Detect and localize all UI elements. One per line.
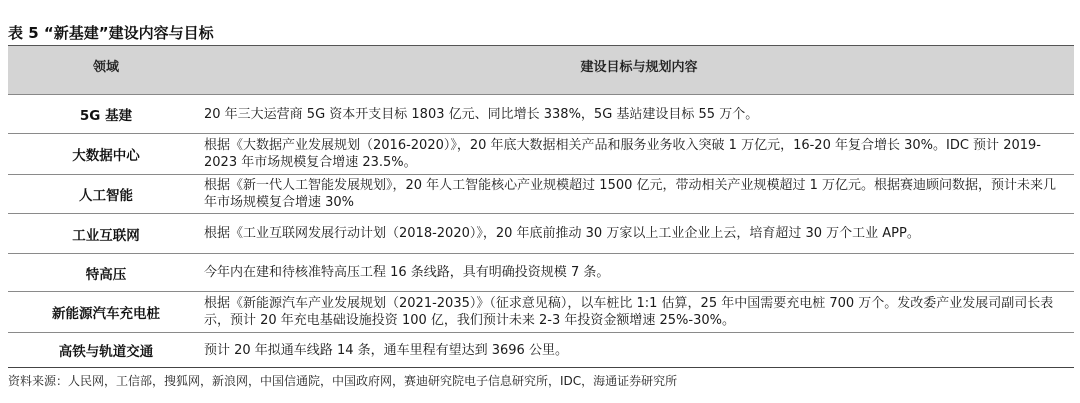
row-field: 人工智能 xyxy=(79,188,133,204)
table-row xyxy=(8,254,1074,292)
header-content: 建设目标与规划内容 xyxy=(580,60,698,75)
table-row xyxy=(8,134,1074,175)
table-title: 表 5 “新基建”建设内容与目标 xyxy=(8,24,214,42)
table-row xyxy=(8,333,1074,368)
table-row xyxy=(8,175,1074,214)
row-content: 今年内在建和待核准特高压工程 16 条线路，具有明确投资规模 7 条。 xyxy=(204,265,610,280)
data-table xyxy=(8,46,1074,368)
row-field: 5G 基建 xyxy=(79,108,133,124)
row-field: 大数据中心 xyxy=(72,148,140,164)
source-note: 资料来源：人民网，工信部，搜狐网，新浪网，中国信通院，中国政府网，赛迪研究院电子信息研究所，IDC，海通证券研究所 xyxy=(8,374,678,388)
row-field: 新能源汽车充电桩 xyxy=(52,306,160,322)
row-field: 工业互联网 xyxy=(72,227,140,244)
row-field: 高铁与轨道交通 xyxy=(58,344,154,360)
row-field: 特高压 xyxy=(85,266,127,283)
table-row xyxy=(8,292,1074,333)
row-content: 预计 20 年拟通车线路 14 条，通车里程有望达到 3696 公里。 xyxy=(204,342,568,358)
row-content: 根据《工业互联网发展行动计划（2018-2020）》，20 年底前推动 30 万家以上工业企业上云，培育超过 30 万个工业 APP。 xyxy=(204,226,920,241)
row-content: 根据《大数据产业发展规划（2016-2020）》，20 年底大数据相关产品和服务业务收入突破 1 万亿元，16-20 年复合增长 30%。IDC 预计 2019-2023 年市场规模复合增速 23.5%。 xyxy=(204,138,1041,170)
header-field: 领域 xyxy=(92,60,119,75)
row-content: 根据《新一代人工智能发展规划》，20 年人工智能核心产业规模超过 1500 亿元，带动相关产业规模超过 1 万亿元。根据赛迪顾问数据，预计未来几年市场规模复合增速 30% xyxy=(204,178,1057,210)
table-header xyxy=(8,46,1074,95)
row-content: 根据《新能源汽车产业发展规划（2021-2035）》（征求意见稿），以车桩比 1:1 估算，25 年中国需要充电桩 700 万个。发改委产业发展司副司长表示，预计 20 年充电基础设施投资 100 亿，我们预计未来 2-3 年投资金额增速 25%-30%。 xyxy=(204,296,1054,328)
row-content: 20 年三大运营商 5G 资本开支目标 1803 亿元、同比增长 338%，5G 基站建设目标 55 万个。 xyxy=(204,106,759,122)
table-row xyxy=(8,214,1074,254)
table-row xyxy=(8,95,1074,134)
